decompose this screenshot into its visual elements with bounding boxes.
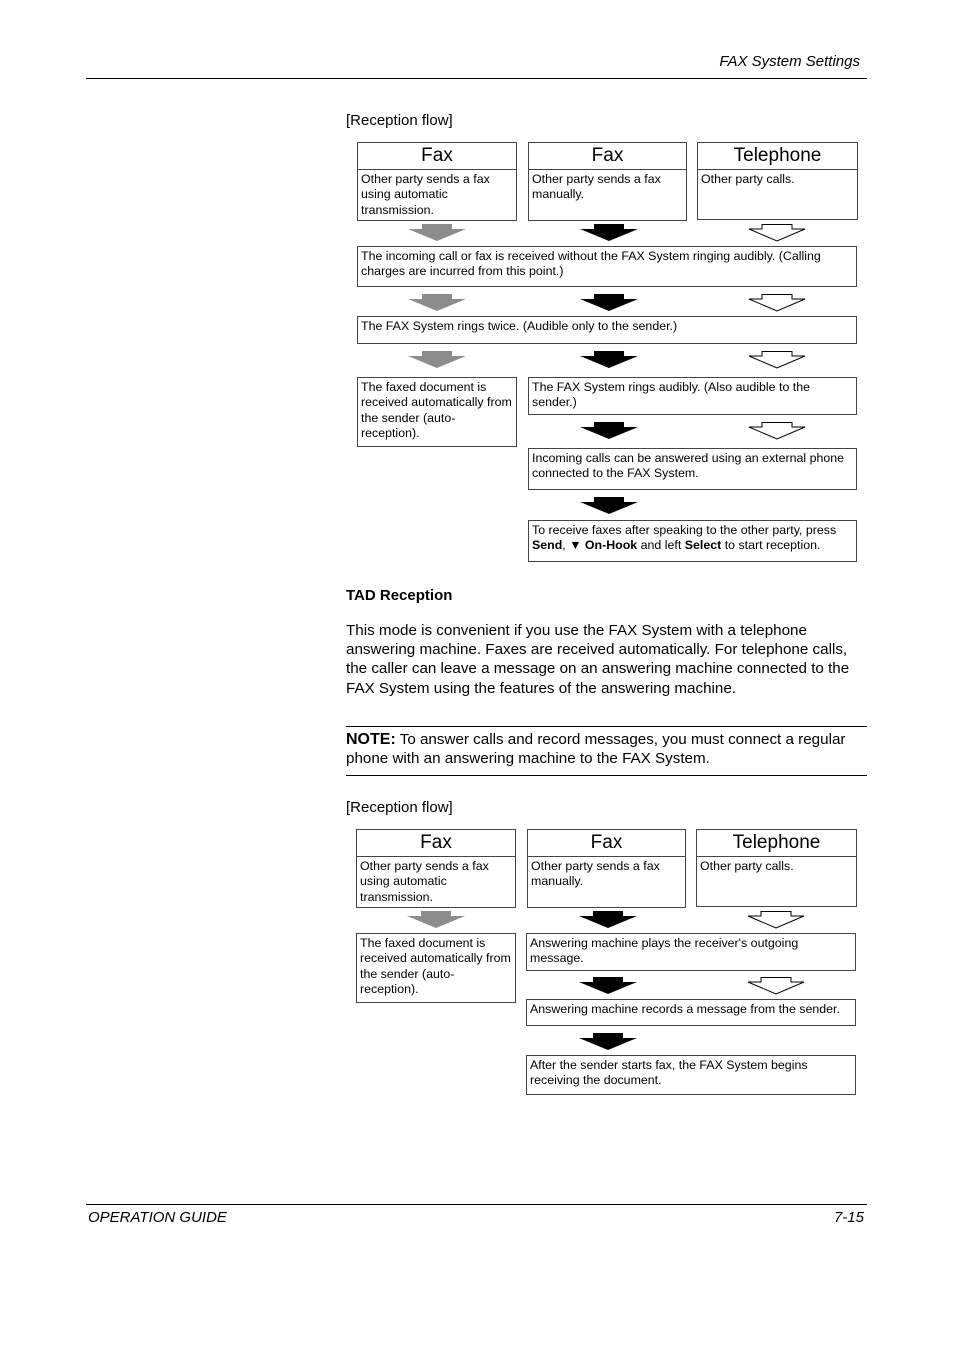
tad-reception-heading: TAD Reception [346,587,453,604]
black-down-arrow [580,224,638,242]
white-down-arrow [748,294,806,312]
column-description: Other party sends a fax manually. [531,859,660,889]
column-fax-auto [356,829,516,908]
white-down-arrow [747,911,805,929]
column-fax-manual [527,829,686,908]
reception-flow-label-2: [Reception flow] [346,799,453,816]
header-rule [86,78,867,79]
gray-down-arrow [408,294,466,312]
column-heading: Telephone [697,830,856,857]
footer-rule [86,1204,867,1205]
white-down-arrow [748,422,806,440]
white-down-arrow [747,977,805,995]
column-telephone [696,829,857,907]
footer-guide-title: OPERATION GUIDE [88,1209,227,1226]
column-description: Other party sends a fax manually. [532,172,661,202]
black-down-arrow [580,294,638,312]
black-down-arrow [579,1033,637,1051]
footer-page-number: 7-15 [833,1209,864,1226]
note-block [346,730,866,768]
column-description: Other party sends a fax using automatic transmission. [361,172,490,217]
press-send-box [528,520,857,562]
black-down-arrow [579,977,637,995]
note-label: NOTE: [346,731,396,748]
gray-down-arrow [408,351,466,369]
column-heading: Fax [357,830,515,857]
begins-receiving-box: After the sender starts fax, the FAX System begins receiving the document. [526,1055,856,1095]
press-text-post: to start reception. [721,538,821,553]
press-text-mid: and left [637,538,685,553]
note-top-rule [346,726,867,727]
press-text-comma: , [562,538,570,553]
auto-reception-box: The faxed document is received automatically from the sender (auto-reception). [357,377,517,447]
black-down-arrow [579,911,637,929]
note-bottom-rule [346,775,867,776]
gray-down-arrow [407,911,465,929]
press-text-pre: To receive faxes after speaking to the other party, press [532,523,837,537]
column-fax-manual [528,142,687,221]
column-heading: Fax [528,830,685,857]
white-down-arrow [748,224,806,242]
rings-audibly-box: The FAX System rings audibly. (Also audible to the sender.) [528,377,857,415]
onhook-key-label: ▼ On-Hook [569,538,638,553]
incoming-received-box: The incoming call or fax is received without the FAX System ringing audibly. (Calling charges are incurred from this point.) [357,246,857,287]
black-down-arrow [580,422,638,440]
column-heading: Fax [358,143,516,170]
column-description: Other party sends a fax using automatic transmission. [360,859,489,904]
page-header-title: FAX System Settings [719,53,860,70]
black-down-arrow [580,351,638,369]
column-description: Other party calls. [700,859,794,873]
white-down-arrow [748,351,806,369]
column-description: Other party calls. [701,172,795,186]
records-message-box: Answering machine records a message from the sender. [526,999,856,1026]
column-fax-auto [357,142,517,221]
answer-external-phone-box: Incoming calls can be answered using an external phone connected to the FAX System. [528,448,857,490]
reception-flow-label-1: [Reception flow] [346,112,453,129]
column-heading: Fax [529,143,686,170]
column-heading: Telephone [698,143,857,170]
tad-description: This mode is convenient if you use the FAX System with a telephone answering machine. Faxes are received automatically. For telephone calls, the caller can leave a message on an answering machine connected to the FAX System using the features of the answering machine. [346,622,850,697]
column-telephone [697,142,858,220]
select-key-label: Select [684,538,722,553]
note-text: To answer calls and record messages, you must connect a regular phone with an answering machine to the FAX System. [346,731,846,768]
black-down-arrow [580,497,638,515]
gray-down-arrow [408,224,466,242]
auto-reception-box: The faxed document is received automatically from the sender (auto-reception). [356,933,516,1003]
send-key-label: Send [532,538,563,553]
outgoing-message-box: Answering machine plays the receiver's outgoing message. [526,933,856,971]
rings-twice-box: The FAX System rings twice. (Audible only to the sender.) [357,316,857,344]
